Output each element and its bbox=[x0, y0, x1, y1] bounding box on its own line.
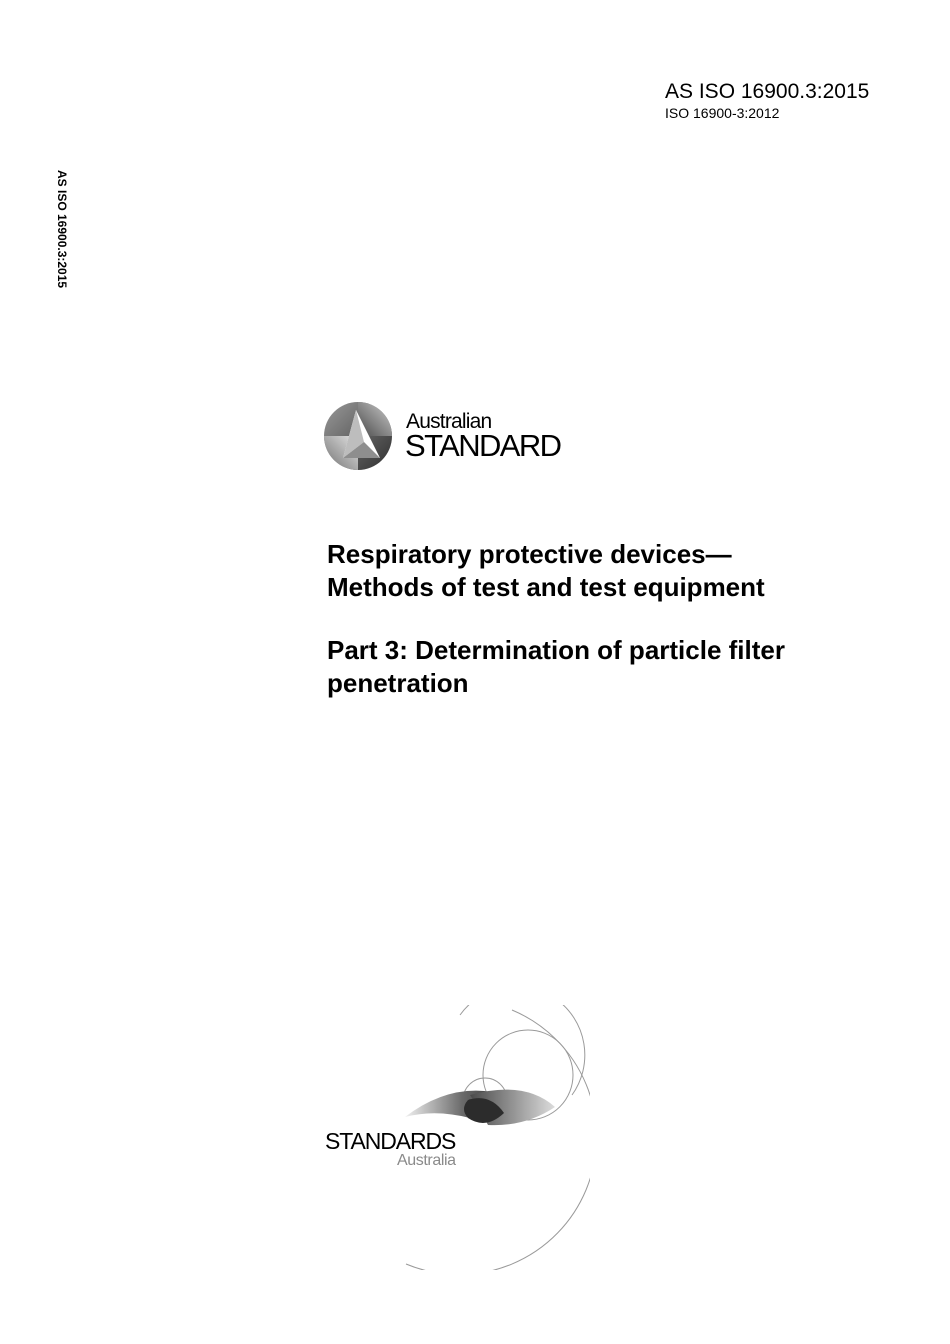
title-line-1: Respiratory protective devices— bbox=[327, 539, 732, 569]
iso-number: ISO 16900-3:2012 bbox=[665, 105, 780, 121]
title-line-2: Methods of test and test equipment bbox=[327, 572, 765, 602]
spine-label: AS ISO 16900.3:2015 bbox=[55, 170, 69, 289]
part-title-line-1: Part 3: Determination of particle filter bbox=[327, 635, 785, 665]
publisher-name: STANDARDS bbox=[325, 1128, 456, 1154]
document-title bbox=[327, 538, 927, 700]
publisher-subtitle: Australia bbox=[397, 1152, 456, 1169]
part-title-line-2: penetration bbox=[327, 668, 469, 698]
standard-number: AS ISO 16900.3:2015 bbox=[665, 80, 870, 103]
australian-standard-logo-icon bbox=[323, 400, 393, 472]
brand-line-standard: STANDARD bbox=[405, 428, 561, 463]
brand-line-australian: Australian bbox=[406, 410, 492, 433]
